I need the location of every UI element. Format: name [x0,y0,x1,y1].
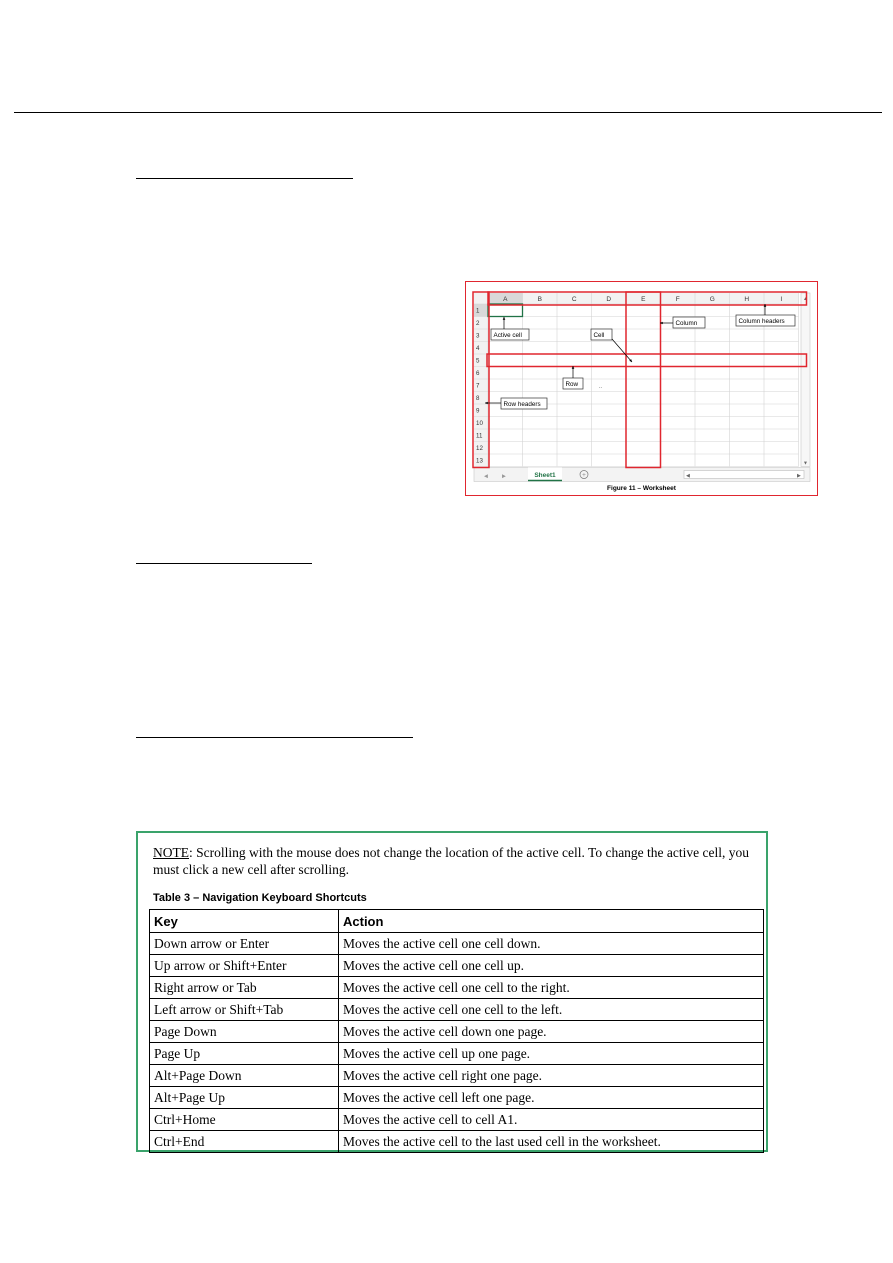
row-callout-label: Row [565,381,579,388]
key-cell: Page Up [150,1043,339,1065]
action-cell: Moves the active cell left one page. [339,1087,764,1109]
key-cell: Alt+Page Up [150,1087,339,1109]
table-row [150,1087,764,1109]
heading-underline-2 [136,563,312,564]
column-letter: C [571,296,577,304]
scroll-left-icon: ◀ [686,474,690,479]
action-cell: Moves the active cell right one page. [339,1065,764,1087]
scroll-down-icon: ▼ [803,461,808,467]
header-key: Key [150,910,339,933]
shortcuts-table [149,909,764,1153]
action-cell: Moves the active cell one cell down. [339,933,764,955]
vertical-scrollbar [801,293,810,467]
row-number: 10 [476,420,483,427]
row-number: 3 [476,332,480,340]
active-cell-border [488,304,523,317]
table-row [150,1131,764,1153]
row-number: 2 [476,320,480,327]
row-number: 12 [476,445,483,452]
note-body: : Scrolling with the mouse does not change the location of the active cell. To change the active cell, you must click a new cell after scrolling. [153,845,750,877]
note-table-box [136,831,768,1152]
row-number: 1 [476,307,480,315]
column-highlight [626,292,661,468]
sheet-tab-label: Sheet1 [534,472,556,479]
table-row [150,1021,764,1043]
scroll-right-icon: ▶ [797,474,801,479]
column-letter: B [537,296,542,304]
row-number: 5 [476,357,480,365]
key-cell: Ctrl+Home [150,1109,339,1131]
table-header-row [150,910,764,933]
active-cell-callout-label: Active cell [493,332,522,339]
sheet-nav-next-icon: ▶ [502,474,506,480]
figure-caption: Figure 11 – Worksheet [607,485,676,492]
row-headers-callout-label: Row headers [503,401,541,408]
key-cell: Down arrow or Enter [150,933,339,955]
action-cell: Moves the active cell one cell to the right. [339,977,764,999]
row-number: 8 [476,395,480,402]
table-row [150,933,764,955]
cell-arrow-line [612,339,632,362]
page-header-rule [14,112,882,113]
worksheet-diagram [466,282,816,482]
add-sheet-plus-glyph: + [582,470,586,479]
column-letter: G [709,296,715,304]
column-letter: D [606,296,612,304]
active-cell-arrowhead [503,317,506,320]
action-cell: Moves the active cell to cell A1. [339,1109,764,1131]
scroll-up-icon: ▲ [803,297,808,302]
column-headers-callout-label: Column headers [738,318,785,325]
key-cell: Up arrow or Shift+Enter [150,955,339,977]
row-number: 7 [476,382,480,390]
column-letter: F [675,296,680,304]
key-cell: Right arrow or Tab [150,977,339,999]
table-row [150,999,764,1021]
cell-callout-label: Cell [593,332,605,339]
stray-mark: .. [599,384,602,390]
header-action: Action [339,910,764,933]
table-caption: Table 3 – Navigation Keyboard Shortcuts [153,892,367,904]
row-number: 6 [476,370,480,377]
column-letter: I [780,296,783,304]
table-row [150,1065,764,1087]
row-highlight [487,354,807,367]
column-letter: A [503,296,508,304]
table-row [150,977,764,999]
column-letter: H [744,296,750,304]
table-row [150,955,764,977]
table-row [150,1043,764,1065]
note-label: NOTE [153,845,189,860]
action-cell: Moves the active cell up one page. [339,1043,764,1065]
action-cell: Moves the active cell one cell up. [339,955,764,977]
column-callout-label: Column [675,320,698,327]
worksheet-figure [465,281,818,496]
key-cell: Page Down [150,1021,339,1043]
sheet-nav-prev-icon: ◀ [484,474,488,480]
table-row [150,1109,764,1131]
key-cell: Alt+Page Down [150,1065,339,1087]
heading-underline-1 [136,178,353,179]
action-cell: Moves the active cell down one page. [339,1021,764,1043]
key-cell: Ctrl+End [150,1131,339,1153]
row-number: 4 [476,345,480,352]
row-number: 9 [476,407,480,415]
row-number: 13 [476,457,483,465]
row-number: 11 [476,432,483,440]
note-paragraph [153,844,761,878]
horizontal-scrollbar [684,471,804,479]
key-cell: Left arrow or Shift+Tab [150,999,339,1021]
heading-underline-3 [136,737,413,738]
action-cell: Moves the active cell to the last used cell in the worksheet. [339,1131,764,1153]
action-cell: Moves the active cell one cell to the left. [339,999,764,1021]
column-letter: E [641,296,646,304]
